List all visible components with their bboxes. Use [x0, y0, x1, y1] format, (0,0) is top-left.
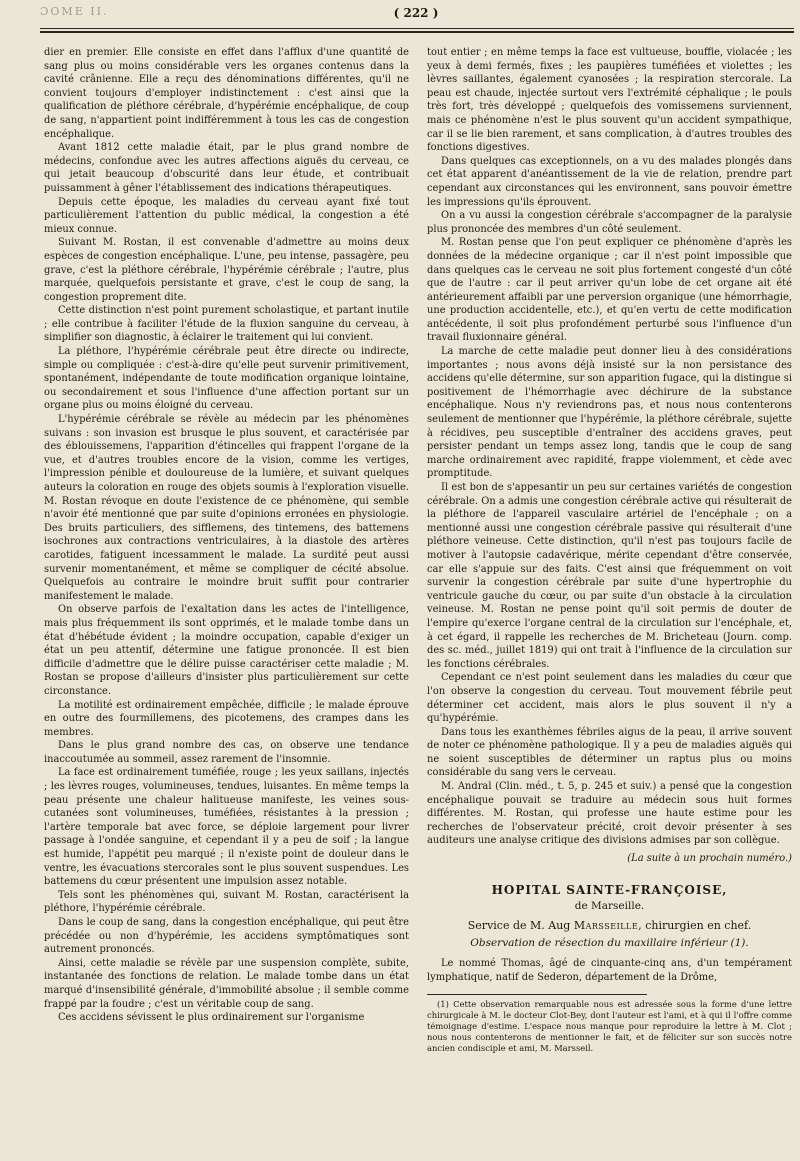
continuation-note: (La suite à un prochain numéro.)	[627, 853, 792, 865]
paragraph: La motilité est ordinairement empêchée, difficile ; le malade éprouve en outre des fourmillemens, des picotemens, des crampes dans les membres.	[44, 699, 409, 738]
paragraph: Suivant M. Rostan, il est convenable d'admettre au moins deux espèces de congestion encéphalique. L'une, peu intense, passagère, peu grave, c'est la pléthore cérébrale, l'hypérémie cérébrale ; l'autre, plus marquée, quelquefois persistante et grave, c'est le coup de sang, la congestion proprement dite.	[44, 237, 409, 303]
paragraph: Dans le coup de sang, dans la congestion encéphalique, qui peut être précédée ou non d'hypérémie, les accidens symptômatiques sont autrement prononcés.	[44, 917, 409, 956]
paragraph: La face est ordinairement tuméfiée, rouge ; les yeux saillans, injectés ; les lèvres rouges, volumineuses, tendues, luisantes. En même temps la peau présente une chaleur halitueuse manifeste, les veines sous-cutanées sont volumineuses, tuméfiées, résistantes à la pression ; l'artère temporale bat avec force, se déploie largement pour livrer passage à l'ondée sanguine, et cependant il y a peu de soif ; la langue est humide, l'appétit peu marqué ; il n'existe point de douleur dans le ventre, les évacuations stercorales sont le plus souvent suspendues. Les battemens du cœur présentent une impulsion assez notable.	[44, 767, 409, 888]
paragraph: On observe parfois de l'exaltation dans les actes de l'intelligence, mais plus fréquemment ils sont opprimés, et le malade tombe dans un état d'hébétude évident ; la moindre occupation, capable d'exiger un état un peu attentif, détermine une fatigue prononcée. Il est bien difficile d'admettre que le délire puisse caractériser cette maladie ; M. Rostan se propose d'ailleurs d'insister plus particulièrement sur cette circonstance.	[44, 604, 409, 697]
paragraph: Il est bon de s'appesantir un peu sur certaines variétés de congestion cérébrale. On a admis une congestion cérébrale active qui résulterait de la pléthore de l'appareil vasculaire artériel de l'encéphale ; on a mentionné aussi une congestion cérébrale passive qui résulterait d'une pléthore veineuse. Cette distinction, qu'il n'est pas toujours facile de motiver à l'autopsie cadavérique, mérite cependant d'être conservée, car elle s'appuie sur des faits. C'est ainsi que fréquemment on voit survenir la congestion cérébrale par suite d'une hypertrophie du ventricule gauche du cœur, ou par suite d'un obstacle à la circulation veineuse. M. Rostan ne pense point qu'il soit permis de douter de l'empire qu'exerce l'organe central de la circulation sur l'encéphale, et, à cet égard, il rappelle les recherches de M. Bricheteau (Journ. comp. des sc. méd., juillet 1819) qui ont trait à l'influence de la circulation sur les fonctions cérébrales.	[427, 482, 792, 670]
paragraph: L'hypérémie cérébrale se révèle au médecin par les phénomènes suivans : son invasion est brusque le plus souvent, et caractérisée par des éblouissemens, l'apparition d'étincelles qui frappent l'organe de la vue, et d'autres troubles encore de la vision, comme les vertiges, l'impression pénible et douloureuse de la lumière, et suivant quelques auteurs la coloration en rouge des objets soumis à l'exploration visuelle. M. Rostan révoque en doute l'existence de ce phénomène, qui semble n'avoir été mentionné que par suite d'opinions erronées en physiologie. Des bruits particuliers, des sifflemens, des tintemens, des battemens isochrones aux contractions ventriculaires, à la diastole des artères carotides, fatiguent incessamment le malade. La surdité peut aussi survenir momentanément, et même se compliquer de cécité absolue. Quelquefois au contraire le moindre bruit suffit pour contrarier manifestement le malade.	[44, 414, 409, 602]
left-column	[44, 46, 409, 1025]
observation-title: Observation de résection du maxillaire inférieur (1).	[470, 937, 749, 950]
right-column	[427, 46, 792, 1054]
footnote-text: (1) Cette observation remarquable nous est adressée sous la forme d'une lettre chirurgicale à M. le docteur Clot-Bey, dont l'auteur est l'ami, et à qui il l'offre comme témoignage d'estime. L'espace nous manque pour reproduire la lettre à M. Clot ; nous nous contenterons de mentionner le fait, et de féliciter sur son succès notre ancien condisciple et ami, M. Marsseil.	[427, 999, 792, 1054]
paragraph: Cependant ce n'est point seulement dans les maladies du cœur que l'on observe la congestion du cerveau. Tout mouvement fébrile peut déterminer cet accident, mais alors le plus souvent il n'y a qu'hypérémie.	[427, 672, 792, 725]
service-suffix: , chirurgien en chef.	[638, 918, 752, 932]
paragraph: La pléthore, l'hypérémie cérébrale peut être directe ou indirecte, simple ou compliquée : c'est-à-dire qu'elle peut survenir primitivement, spontanément, indépendante de toute modification organique lointaine, ou secondairement et sous l'influence d'une affection portant sur un organe plus ou moins éloigné du cerveau.	[44, 346, 409, 412]
paragraph: La marche de cette maladie peut donner lieu à des considérations importantes ; nous avons déjà insisté sur la non persistance des accidens qu'elle détermine, sur son apparition fugace, qui la distingue si positivement de l'hémorrhagie avec déchirure de la substance encéphalique. Nous n'y reviendrons pas, et nous nous contenterons seulement de mentionner que l'hypérémie, la pléthore cérébrale, sujette à récidives, peu susceptible d'entraîner des accidens graves, peut persister pendant un temps assez long, tandis que le coup de sang marche ordinairement avec rapidité, frappe violemment, et cède avec promptitude.	[427, 346, 792, 480]
bleed-through-text: ƆOME II.	[40, 5, 109, 18]
paragraph: Cette distinction n'est point purement scholastique, et partant inutile ; elle contribue à faciliter l'étude de la fluxion sanguine du cerveau, à simplifier son diagnostic, à éclairer le traitement qui lui convient.	[44, 305, 409, 344]
service-prefix: Service de M. Aug	[467, 918, 574, 932]
paragraph: dier en premier. Elle consiste en effet dans l'afflux d'une quantité de sang plus ou moins considérable vers les organes contenus dans la cavité crânienne. Elle a reçu des dénominations différentes, qu'il ne convient toujours d'employer indistinctement : c'est ainsi que la qualification de pléthore cérébrale, d'hypérémie encéphalique, de coup de sang, n'appartient point indifféremment à tous les cas de congestion encéphalique.	[44, 47, 409, 140]
footnote-rule	[427, 994, 647, 995]
paragraph: M. Andral (Clin. méd., t. 5, p. 245 et suiv.) a pensé que la congestion encéphalique pouvait se traduire au médecin sous huit formes différentes. M. Rostan, qui professe une haute estime pour les recherches de l'observateur précité, croit devoir présenter à ses auditeurs une analyse critique des divisions admises par son collègue.	[427, 781, 792, 847]
footnote	[427, 999, 792, 1054]
hospital-heading: HOPITAL SAINTE-FRANÇOISE,	[491, 882, 728, 897]
header-rule-thick	[40, 31, 794, 33]
paragraph: Avant 1812 cette maladie était, par le plus grand nombre de médecins, confondue avec les autres affections aiguës du cerveau, ce qui jetait beaucoup d'obscurité dans leur étude, et contribuait puissamment à gêner l'établissement des indications thérapeutiques.	[44, 142, 409, 194]
hospital-location: de Marseille.	[574, 900, 645, 913]
paragraph: Dans tous les exanthèmes fébriles aigus de la peau, il arrive souvent de noter ce phénomène pathologique. Il y a peu de maladies aiguës qui ne soient susceptibles de déterminer un raptus plus ou moins considérable du sang vers le cerveau.	[427, 726, 792, 779]
paragraph: Dans quelques cas exceptionnels, on a vu des malades plongés dans cet état apparent d'anéantissement de la vie de relation, prendre part cependant aux circonstances qui les environnent, sans pouvoir émettre les impressions qu'ils éprouvent.	[427, 155, 792, 208]
paragraph: Ces accidens sévissent le plus ordinairement sur l'organisme	[58, 1012, 365, 1024]
paragraph: On a vu aussi la congestion cérébrale s'accompagner de la paralysie plus prononcée des membres d'un côté seulement.	[427, 210, 792, 235]
paragraph: tout entier ; en même temps la face est vultueuse, bouffie, violacée ; les yeux à demi fermés, fixes ; les paupières tuméfiées et violettes ; les lèvres saillantes, également cyanosées ; la respiration stercorale. La peau est chaude, injectée surtout vers l'extrémité céphalique ; le pouls très fort, très développé ; quelquefois des vomissemens surviennent, mais ce phénomène n'est le plus souvent qu'un accident sympathique, car il se lie bien rarement, et sans complication, à d'autres troubles des fonctions digestives.	[427, 47, 792, 154]
paragraph: Dans le plus grand nombre des cas, on observe une tendance inaccoutumée au sommeil, assez rarement de l'insomnie.	[44, 740, 409, 765]
paragraph: Ainsi, cette maladie se révèle par une suspension complète, subite, instantanée des fonctions de relation. Le malade tombe dans un état marqué d'insensibilité générale, d'immobilité absolue ; il semble comme frappé par la foudre ; c'est un véritable coup de sang.	[44, 957, 409, 1010]
page-number: ( 222 )	[393, 6, 439, 20]
header-rule	[40, 28, 794, 29]
surgeon-name: Marsseille	[573, 918, 639, 932]
article-body: Le nommé Thomas, âgé de cinquante-cinq ans, d'un tempérament lymphatique, natif de Sederon, département de la Drôme,	[427, 958, 792, 983]
paragraph: Depuis cette époque, les maladies du cerveau ayant fixé tout particulièrement l'attention du public médical, la congestion a été mieux connue.	[44, 196, 409, 235]
service-line	[427, 919, 792, 933]
paragraph: Tels sont les phénomènes qui, suivant M. Rostan, caractérisent la pléthore, l'hypérémie cérébrale.	[44, 889, 409, 915]
paragraph: M. Rostan pense que l'on peut expliquer ce phénomène d'après les données de la médecine organique ; car il n'est point impossible que dans quelques cas le cerveau ne soit plus fortement congesté d'un côté que de l'autre : car il peut arriver qu'un lobe de cet organe ait été antérieurement affaibli par une perversion organique (une hémorrhagie, une production accidentelle, etc.), et qu'en vertu de cette modification antécédente, il soit plus profondément perturbé sous l'influence d'un travail fluxionnaire général.	[427, 237, 792, 344]
